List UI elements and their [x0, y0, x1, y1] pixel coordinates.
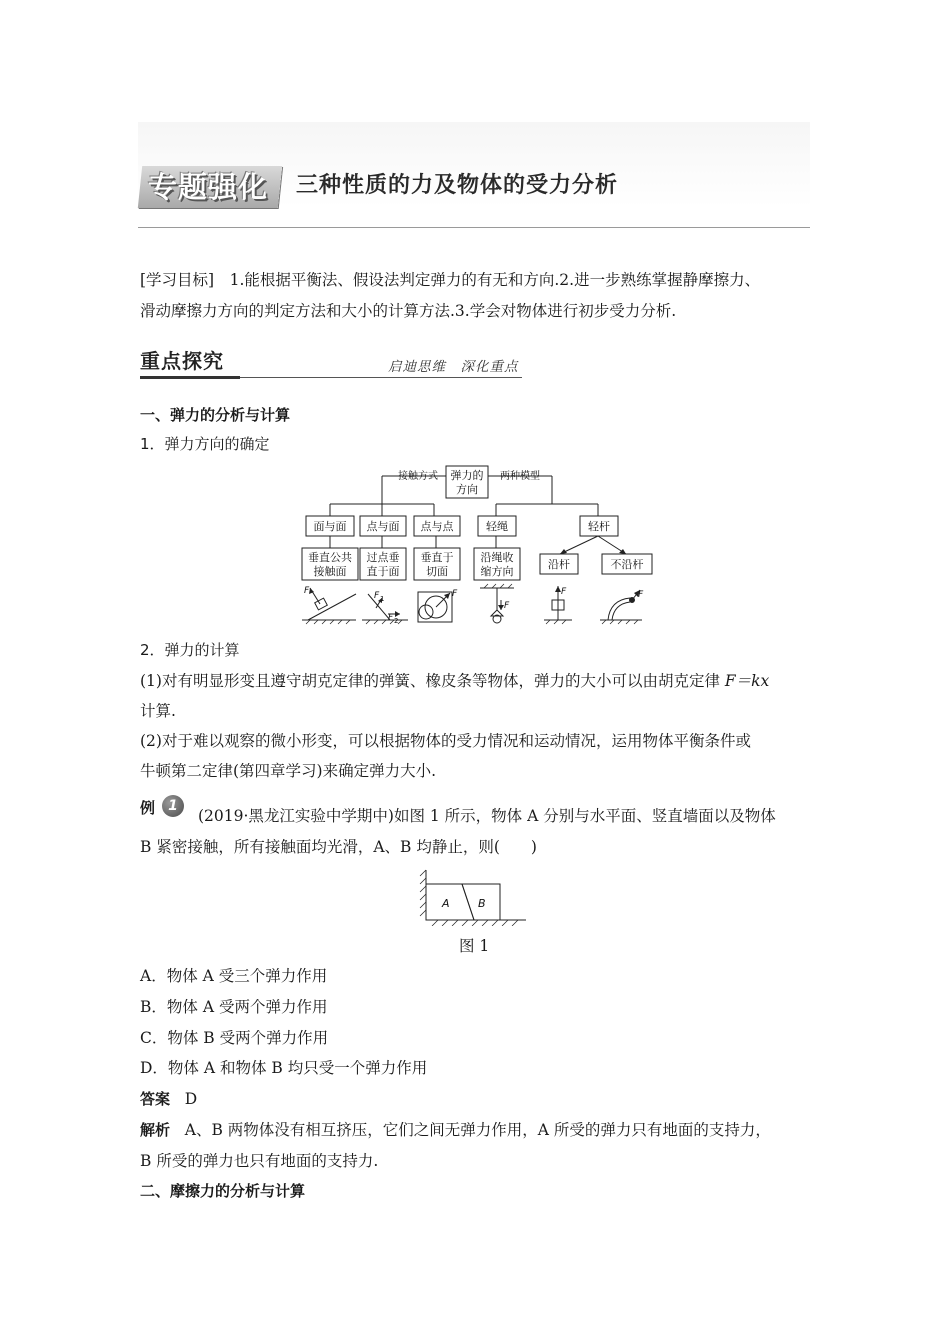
analysis-text-1: A、B 两物体没有相互挤压，它们之间无弹力作用，A 所受的弹力只有地面的支持力，	[184, 1121, 771, 1139]
topic-badge	[140, 160, 280, 212]
figure-1-blocks	[418, 866, 528, 926]
section-subtitle: 启迪思维 深化重点	[388, 359, 519, 375]
analysis-label: 解析	[140, 1121, 171, 1139]
part1-p1-line1: (1)对有明显形变且遵守胡克定律的弹簧、橡皮条等物体，弹力的大小可以由胡克定律 F＝kx	[140, 672, 770, 690]
diagram-contact-1: 面与面	[313, 520, 347, 533]
example-number-badge: 1	[162, 795, 184, 817]
hooke-formula: F＝kx	[724, 672, 770, 690]
diagram-contact-2: 点与面	[366, 520, 400, 533]
answer-line	[140, 1089, 197, 1109]
diagram-right-label: 两种模型	[500, 471, 540, 482]
part1-p2-line1: (2)对于难以观察的微小形变，可以根据物体的受力情况和运动情况，运用物体平衡条件或	[140, 732, 751, 750]
label-f2-sub: 2	[394, 617, 399, 625]
illustration-rod-on-corner	[362, 594, 408, 624]
diagram-rope: 轻绳	[486, 520, 508, 533]
figure-caption: 图 1	[459, 937, 490, 955]
diagram-rod: 轻杆	[588, 520, 610, 533]
section-rule-thick	[140, 376, 240, 379]
part2-heading: 二、摩擦力的分析与计算	[140, 1182, 306, 1200]
elastic-force-direction-diagram	[296, 460, 658, 626]
diagram-dir-3b: 切面	[426, 565, 448, 578]
figure-label-a: A	[442, 897, 450, 910]
analysis-line1	[140, 1120, 771, 1140]
answer-value: D	[184, 1090, 198, 1108]
diagram-contact-3: 点与点	[420, 520, 454, 533]
part1-sub1: 1．弹力方向的确定	[140, 435, 270, 453]
page-title: 三种性质的力及物体的受力分析	[296, 172, 619, 198]
label-f1-sub: 1	[380, 595, 385, 603]
diagram-dir-1b: 接触面	[313, 565, 347, 578]
objectives-line-2: 滑动摩擦力方向的判定方法和大小的计算方法.3.学会对物体进行初步受力分析.	[140, 302, 677, 320]
label-f2: F	[388, 613, 394, 623]
label-f-1: F	[304, 586, 310, 596]
option-a: A．物体 A 受三个弹力作用	[140, 967, 328, 985]
option-c: C．物体 B 受两个弹力作用	[140, 1029, 329, 1047]
part1-p2-line2: 牛顿第二定律(第四章学习)来确定弹力大小.	[140, 762, 437, 780]
header-rule	[138, 227, 810, 228]
label-f-5: F	[561, 587, 567, 597]
answer-label: 答案	[140, 1090, 171, 1108]
objectives-line-1: [学习目标] 1.能根据平衡法、假设法判定弹力的有无和方向.2.进一步熟练掌握静摩擦力、	[140, 271, 761, 289]
diagram-rod-dir-1: 沿杆	[548, 558, 570, 571]
diagram-rope-dir-a: 沿绳收	[480, 551, 514, 564]
diagram-rod-dir-2: 不沿杆	[610, 558, 644, 571]
diagram-rope-dir-b: 缩方向	[480, 565, 514, 578]
illustration-bent-rod	[600, 590, 642, 624]
analysis-line2: B 所受的弹力也只有地面的支持力.	[140, 1152, 379, 1170]
option-b: B．物体 A 受两个弹力作用	[140, 998, 328, 1016]
diagram-left-label: 接触方式	[398, 471, 438, 482]
section-title: 重点探究	[140, 349, 224, 373]
part1-heading: 一、弹力的分析与计算	[140, 406, 291, 424]
example-label: 例	[140, 799, 156, 817]
label-f-4: F	[504, 601, 510, 611]
badge-text: 专题强化	[148, 170, 269, 204]
diagram-root-line1: 弹力的	[450, 469, 484, 482]
diagram-dir-2b: 直于面	[366, 565, 400, 578]
figure-label-b: B	[478, 897, 486, 910]
label-f-3: F	[452, 589, 458, 599]
block-a	[426, 884, 474, 920]
example-stem-line1: (2019·黑龙江实验中学期中)如图 1 所示，物体 A 分别与水平面、竖直墙面以及物体	[198, 807, 776, 825]
example-stem-line2: B 紧密接触，所有接触面均光滑，A、B 均静止，则( )	[140, 838, 537, 856]
label-f1: F	[374, 591, 380, 601]
diagram-root-line2: 方向	[456, 483, 478, 496]
section-rule-thin	[240, 377, 522, 378]
label-f-6: F	[638, 590, 644, 600]
option-d: D．物体 A 和物体 B 均只受一个弹力作用	[140, 1059, 428, 1077]
diagram-dir-1a: 垂直公共	[308, 551, 352, 564]
part1-sub2: 2．弹力的计算	[140, 641, 240, 659]
diagram-dir-3a: 垂直于	[420, 551, 454, 564]
part1-p1-line2: 计算.	[140, 702, 176, 720]
diagram-dir-2a: 过点垂	[366, 551, 400, 564]
